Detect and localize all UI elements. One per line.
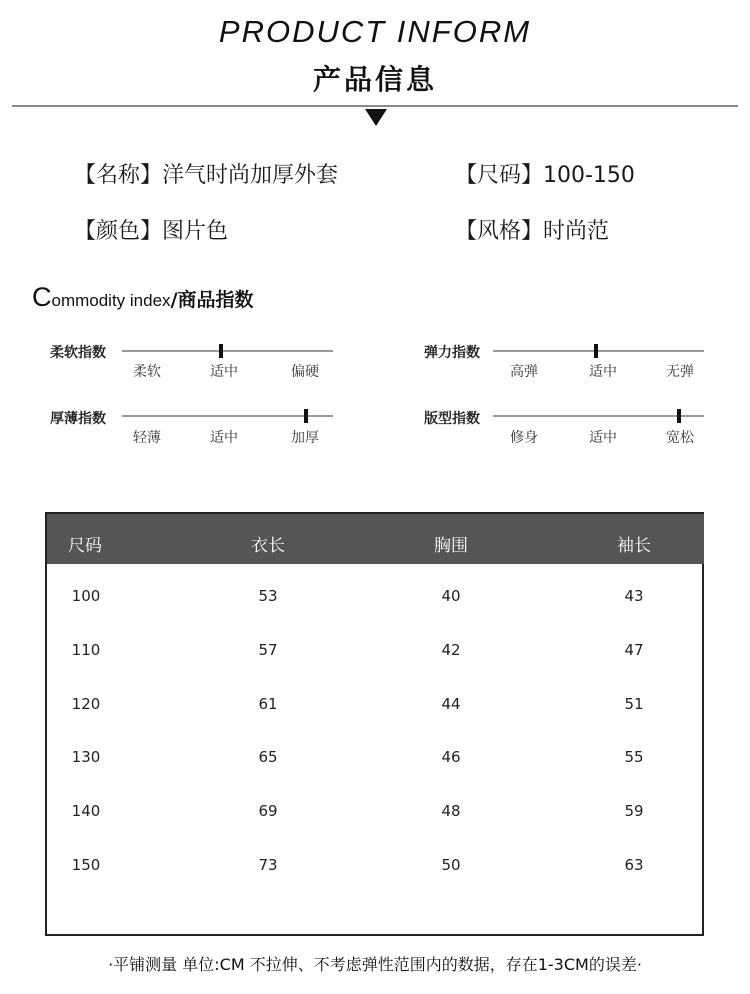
commodity-index-title (32, 282, 254, 313)
header-sleeve: 袖长 (617, 536, 651, 556)
cell-sleeve: 43 (624, 587, 644, 605)
header-chest: 胸围 (434, 536, 468, 556)
cell-sleeve: 47 (624, 641, 644, 659)
cell-chest: 46 (441, 748, 461, 766)
header-size: 尺码 (68, 536, 102, 556)
cell-length: 53 (258, 587, 278, 605)
cell-length: 61 (258, 695, 278, 713)
index-marker (304, 409, 308, 423)
index-scale-line (122, 415, 333, 417)
index-label-low: 高弹 (510, 364, 538, 380)
index-marker (219, 344, 223, 358)
section-title-cn: /商品指数 (170, 289, 254, 311)
section-title-en: ommodity index (51, 291, 171, 310)
cell-size: 110 (71, 641, 101, 659)
cell-size: 120 (71, 695, 101, 713)
title-en: PRODUCT INFORM (218, 14, 532, 49)
index-label-high: 加厚 (291, 430, 319, 446)
cell-chest: 48 (441, 802, 461, 820)
cell-size: 130 (71, 748, 101, 766)
index-name: 柔软指数 (50, 345, 106, 361)
index-scale-line (493, 415, 704, 417)
index-name: 厚薄指数 (50, 411, 106, 427)
index-label-mid: 适中 (589, 430, 617, 446)
cell-sleeve: 59 (624, 802, 644, 820)
index-scale-line (122, 350, 333, 352)
cell-chest: 50 (441, 856, 461, 874)
index-label-mid: 适中 (210, 364, 238, 380)
cell-sleeve: 63 (624, 856, 644, 874)
index-label-low: 柔软 (133, 364, 161, 380)
cell-chest: 40 (441, 587, 461, 605)
info-name: 【名称】洋气时尚加厚外套 (74, 163, 339, 188)
cell-sleeve: 55 (624, 748, 644, 766)
header-length: 衣长 (251, 536, 285, 556)
index-label-mid: 适中 (589, 364, 617, 380)
info-style: 【风格】时尚范 (455, 219, 610, 244)
index-label-high: 宽松 (666, 430, 694, 446)
title-cn: 产品信息 (312, 63, 437, 96)
section-title-initial: C (32, 282, 52, 312)
header-divider (12, 105, 738, 107)
cell-size: 140 (71, 802, 101, 820)
index-name: 版型指数 (424, 411, 480, 427)
cell-length: 73 (258, 856, 278, 874)
index-marker (677, 409, 681, 423)
cell-size: 150 (71, 856, 101, 874)
index-label-high: 偏硬 (291, 364, 319, 380)
cell-chest: 42 (441, 641, 461, 659)
down-triangle-icon (365, 109, 387, 126)
index-label-mid: 适中 (210, 430, 238, 446)
cell-sleeve: 51 (624, 695, 644, 713)
cell-length: 57 (258, 641, 278, 659)
index-marker (594, 344, 598, 358)
cell-length: 69 (258, 802, 278, 820)
measurement-note: ·平铺测量 单位:CM 不拉伸、不考虑弹性范围内的数据，存在1-3CM的误差· (108, 955, 642, 974)
info-color: 【颜色】图片色 (74, 219, 229, 244)
cell-size: 100 (71, 587, 101, 605)
index-label-low: 轻薄 (133, 430, 161, 446)
info-size: 【尺码】100-150 (455, 163, 635, 188)
index-label-high: 无弹 (666, 364, 694, 380)
cell-chest: 44 (441, 695, 461, 713)
index-label-low: 修身 (510, 430, 538, 446)
index-name: 弹力指数 (424, 345, 480, 361)
index-scale-line (493, 350, 704, 352)
cell-length: 65 (258, 748, 278, 766)
